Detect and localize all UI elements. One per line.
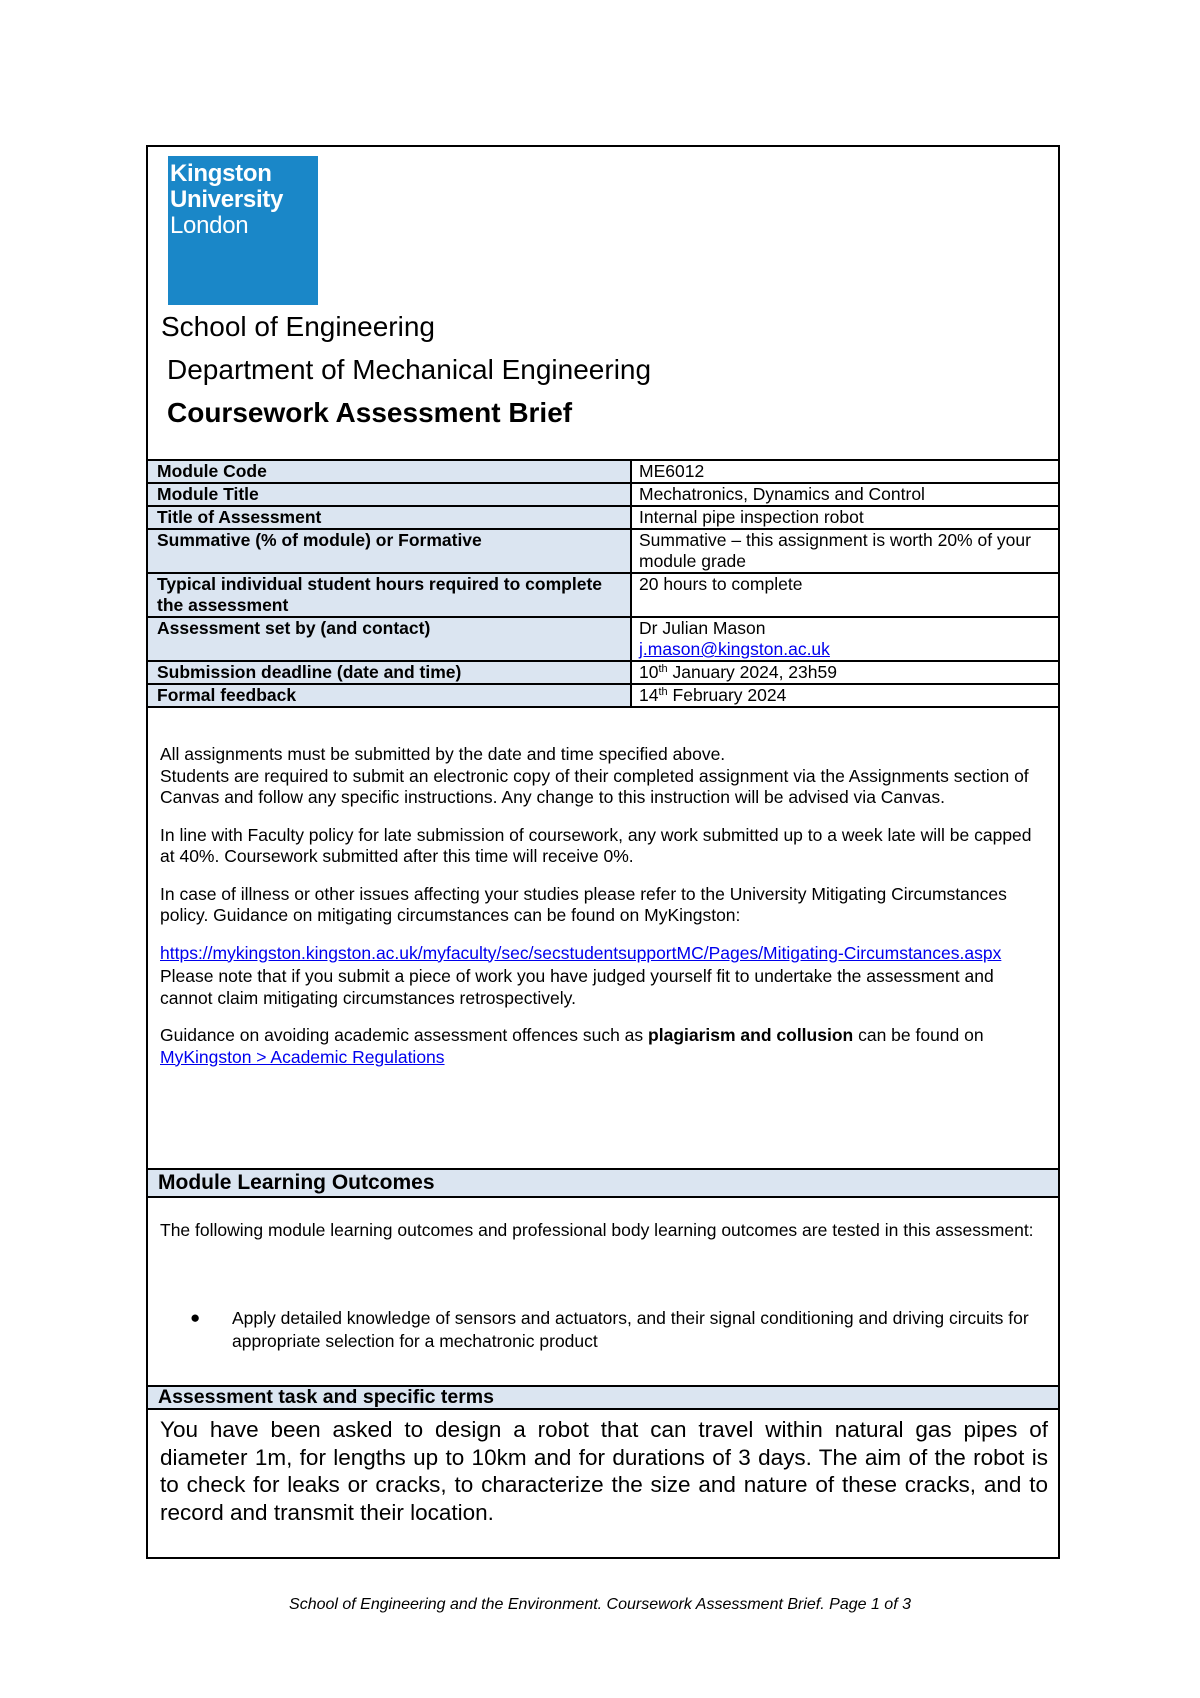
summative-label: Summative (% of module) or Formative (148, 529, 631, 573)
table-row (148, 506, 1058, 529)
mitigating-circumstances-link[interactable]: https://mykingston.kingston.ac.uk/myfaculty/sec/secstudentsupportMC/Pages/Mitigating-Circumstances.aspx (160, 942, 1002, 963)
assessment-title-value: Internal pipe inspection robot (631, 506, 1058, 529)
list-item (148, 1307, 1048, 1352)
policy-deadline-sentence: All assignments must be submitted by the date and time specified above. (160, 744, 726, 764)
deadline-value (631, 661, 1058, 684)
table-row (148, 573, 1058, 617)
plagiarism-bold-text: plagiarism and collusion (648, 1025, 854, 1045)
set-by-label: Assessment set by (and contact) (148, 617, 631, 661)
policy-canvas-sentence: Students are required to submit an electronic copy of their completed assignment via the Assignments section of Canvas and follow any specific instructions. Any change to this instruction will be advised via Canvas. (160, 765, 1029, 807)
hours-value: 20 hours to complete (631, 573, 1058, 617)
table-row (148, 483, 1058, 506)
bullet-icon: ● (190, 1308, 201, 1327)
learning-outcomes-intro: The following module learning outcomes and professional body learning outcomes are tested in this assessment: (160, 1220, 1034, 1240)
assessment-info-table (148, 459, 1058, 708)
deadline-rest: January 2024, 23h59 (667, 662, 837, 682)
feedback-rest: February 2024 (667, 685, 787, 705)
kingston-university-logo (168, 156, 318, 305)
logo-line-3: London (170, 212, 249, 239)
mc-link-paragraph (160, 943, 1040, 965)
learning-outcome-text: Apply detailed knowledge of sensors and actuators, and their signal conditioning and driving circuits for appropriate selection for a mechatronic product (232, 1308, 1029, 1351)
brief-title: Coursework Assessment Brief (167, 397, 573, 428)
feedback-ordinal: th (658, 686, 668, 698)
deadline-day: 10 (639, 662, 659, 682)
hours-label: Typical individual student hours required to complete the assessment (148, 573, 631, 617)
assessment-title-label: Title of Assessment (148, 506, 631, 529)
academic-regulations-link[interactable]: MyKingston > Academic Regulations (160, 1046, 445, 1067)
plagiarism-text-mid: can be found on (853, 1025, 984, 1045)
page-footer: School of Engineering and the Environment. Coursework Assessment Brief. Page 1 of 3 (289, 1596, 911, 1613)
feedback-value (631, 684, 1058, 707)
feedback-day: 14 (639, 685, 659, 705)
assessment-task-text: You have been asked to design a robot that can travel within natural gas pipes of diameter 1m, for lengths up to 10km and for durations of 3 days. The aim of the robot is to check for leaks or cracks, to characterize the size and nature of these cracks, and to record and transmit their location. (160, 1417, 1048, 1525)
learning-outcomes-list (148, 1307, 1048, 1352)
table-row (148, 684, 1058, 707)
summative-value: Summative – this assignment is worth 20% of your module grade (631, 529, 1058, 573)
feedback-label: Formal feedback (148, 684, 631, 707)
table-row (148, 460, 1058, 483)
policy-mitigating-circumstances: In case of illness or other issues affecting your studies please refer to the University Mitigating Circumstances policy. Guidance on mitigating circumstances can be found on MyKingston: (160, 883, 1007, 925)
table-row (148, 661, 1058, 684)
logo-line-2: University (170, 186, 284, 213)
department-heading: Department of Mechanical Engineering (167, 354, 652, 385)
policy-paragraph-1 (160, 744, 1040, 809)
module-code-label: Module Code (148, 460, 631, 483)
module-title-value: Mechatronics, Dynamics and Control (631, 483, 1058, 506)
deadline-label: Submission deadline (date and time) (148, 661, 631, 684)
policy-fit-to-undertake: Please note that if you submit a piece of work you have judged yourself fit to undertake the assessment and cannot claim mitigating circumstances retrospectively. (160, 966, 994, 1008)
set-by-value (631, 617, 1058, 661)
table-row (148, 529, 1058, 573)
module-title-label: Module Title (148, 483, 631, 506)
set-by-name: Dr Julian Mason (639, 618, 766, 638)
policy-plagiarism (160, 1025, 1040, 1068)
policy-late-submission: In line with Faculty policy for late submission of coursework, any work submitted up to a week late will be capped at 40%. Coursework submitted after this time will receive 0%. (160, 824, 1032, 866)
brief-frame (146, 145, 1060, 1559)
deadline-ordinal: th (658, 663, 668, 675)
plagiarism-text-start: Guidance on avoiding academic assessment offences such as (160, 1025, 649, 1045)
submission-policy (160, 744, 1040, 1084)
module-code-value: ME6012 (631, 460, 1058, 483)
learning-outcomes-heading: Module Learning Outcomes (148, 1168, 1058, 1198)
table-row (148, 617, 1058, 661)
assessment-task-heading: Assessment task and specific terms (148, 1385, 1058, 1410)
contact-email-link[interactable]: j.mason@kingston.ac.uk (639, 639, 830, 659)
school-heading: School of Engineering (161, 311, 435, 342)
logo-line-1: Kingston (170, 160, 272, 187)
